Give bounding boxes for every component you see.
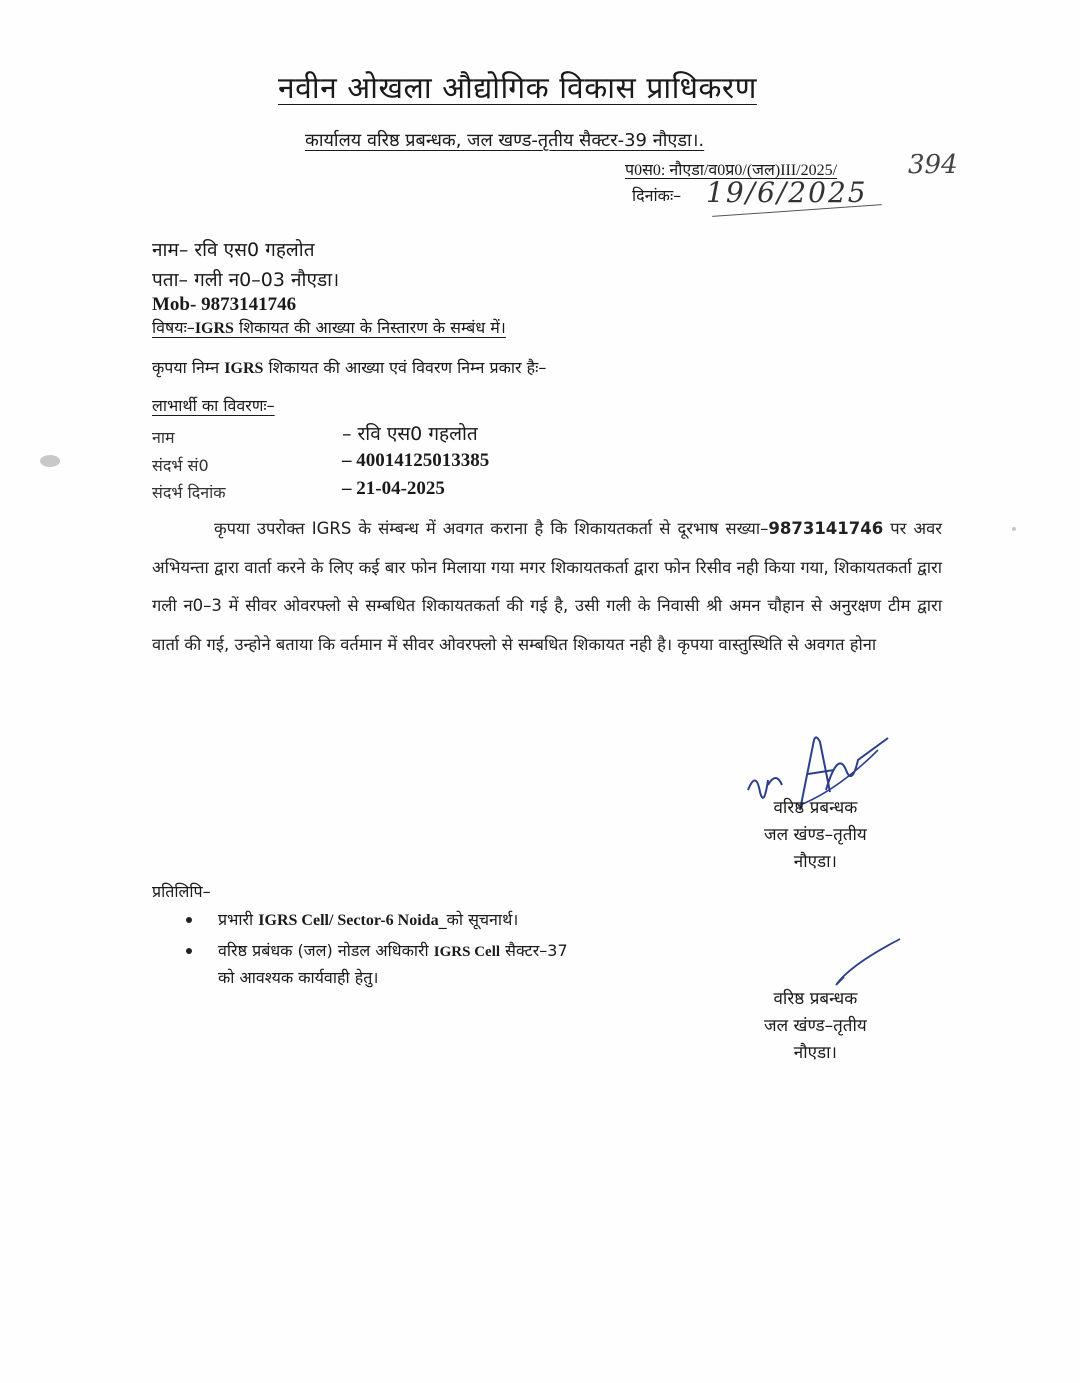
detail-label-reference: संदर्भ सं0 xyxy=(152,456,209,475)
detail-value-date: – 21-04-2025 xyxy=(342,478,445,499)
signature-1-dept: जल खंण्ड–तृतीय xyxy=(764,825,867,845)
copy-item-1-post: _को सूचनार्थ। xyxy=(438,910,519,929)
detail-value-name: – रवि एस0 गहलोत xyxy=(342,423,478,445)
copy-item-2-line2: को आवश्यक कार्यवाही हेतु। xyxy=(218,968,379,987)
body-phone: 9873141746 xyxy=(768,519,884,538)
addressee-name: नाम– रवि एस0 गहलोत xyxy=(152,239,315,261)
signature-2-title: वरिष्ठ प्रबन्धक xyxy=(773,989,858,1009)
copy-item-2-pre: वरिष्ठ प्रबंधक (जल) नोडल अधिकारी xyxy=(218,941,434,960)
subject-bold: IGRS xyxy=(194,320,234,337)
list-item xyxy=(186,938,568,991)
authority-title: नवीन ओखला औद्योगिक विकास प्राधिकरण xyxy=(278,71,757,106)
scan-speck xyxy=(1012,527,1016,531)
addressee-mobile: Mob- 9873141746 xyxy=(152,294,297,315)
copy-list xyxy=(186,907,568,995)
signature-stroke xyxy=(830,935,910,990)
subject-line xyxy=(152,316,506,338)
signature-2-city: नौएडा। xyxy=(793,1043,837,1063)
signature-block-2 xyxy=(764,986,867,1067)
date-handwritten: 19/6/2025 xyxy=(706,176,868,209)
reference-number-handwritten: 394 xyxy=(908,150,958,180)
bullet-icon xyxy=(186,948,192,954)
signature-block-1 xyxy=(764,795,867,876)
detail-label-name: नाम xyxy=(152,428,175,447)
beneficiary-heading: लाभार्थी का विवरणः– xyxy=(152,396,275,415)
detail-label-date: संदर्भ दिनांक xyxy=(152,483,226,502)
scan-speck xyxy=(40,455,60,467)
list-item xyxy=(186,907,568,934)
addressee-address: पता– गली न0–03 नौएडा। xyxy=(152,269,340,291)
body-text-2: पर अवर अभियन्ता द्वारा वार्ता करने के लिए कई बार फोन मिलाया गया मगर शिकायतकर्ता द्वारा फोन रिसीव नही किया गया, शिकायतकर्ता द्वारा गली न0–3 में सीवर ओवरफ्लो से सम्बधित शिकायतकर्ता की गई है, उसी गली के निवासी श्री अमन चौहान से अनुरक्षण टीम द्वारा वार्ता की गई, उन्होने बताया कि वर्तमान में सीवर ओवरफ्लो से सम्बधित शिकायत नही है। कृपया वास्तुस्थिति से अवगत होना xyxy=(152,519,943,654)
signature-1-title: वरिष्ठ प्रबन्धक xyxy=(773,798,858,818)
copy-item-2-post: सैक्टर–37 xyxy=(500,941,568,960)
intro-pre: कृपया निम्न xyxy=(152,358,225,377)
intro-line xyxy=(152,356,546,378)
date-label: दिनांकः– xyxy=(632,186,682,205)
subject-prefix: विषयः– xyxy=(152,318,195,337)
body-text-1: कृपया उपरोक्त IGRS के संम्बन्ध में अवगत कराना है कि शिकायतकर्ता से दूरभाष सख्या– xyxy=(214,519,769,538)
office-line: कार्यालय वरिष्ठ प्रबन्धक, जल खण्ड-तृतीय सैक्टर-39 नौएडा।. xyxy=(305,130,705,151)
detail-value-reference: – 40014125013385 xyxy=(342,450,490,471)
reference-number: प0स0: नौएडा/व0प्र0/(जल)III/2025/ xyxy=(625,162,838,179)
intro-post: शिकायत की आख्या एवं विवरण निम्न प्रकार हैः– xyxy=(263,358,547,377)
copy-heading: प्रतिलिपि– xyxy=(152,882,211,901)
copy-item-1-pre: प्रभारी xyxy=(218,910,259,929)
copy-item-1-bold: IGRS Cell/ Sector-6 Noida xyxy=(258,912,439,929)
signature-1-city: नौएडा। xyxy=(793,852,837,872)
body-paragraph xyxy=(152,510,942,664)
bullet-icon xyxy=(186,917,192,923)
intro-bold: IGRS xyxy=(224,360,264,377)
subject-text: शिकायत की आख्या के निस्तारण के सम्बंध में। xyxy=(233,318,506,337)
copy-item-2-bold: IGRS Cell xyxy=(433,944,501,960)
signature-2-dept: जल खंण्ड–तृतीय xyxy=(764,1016,867,1036)
